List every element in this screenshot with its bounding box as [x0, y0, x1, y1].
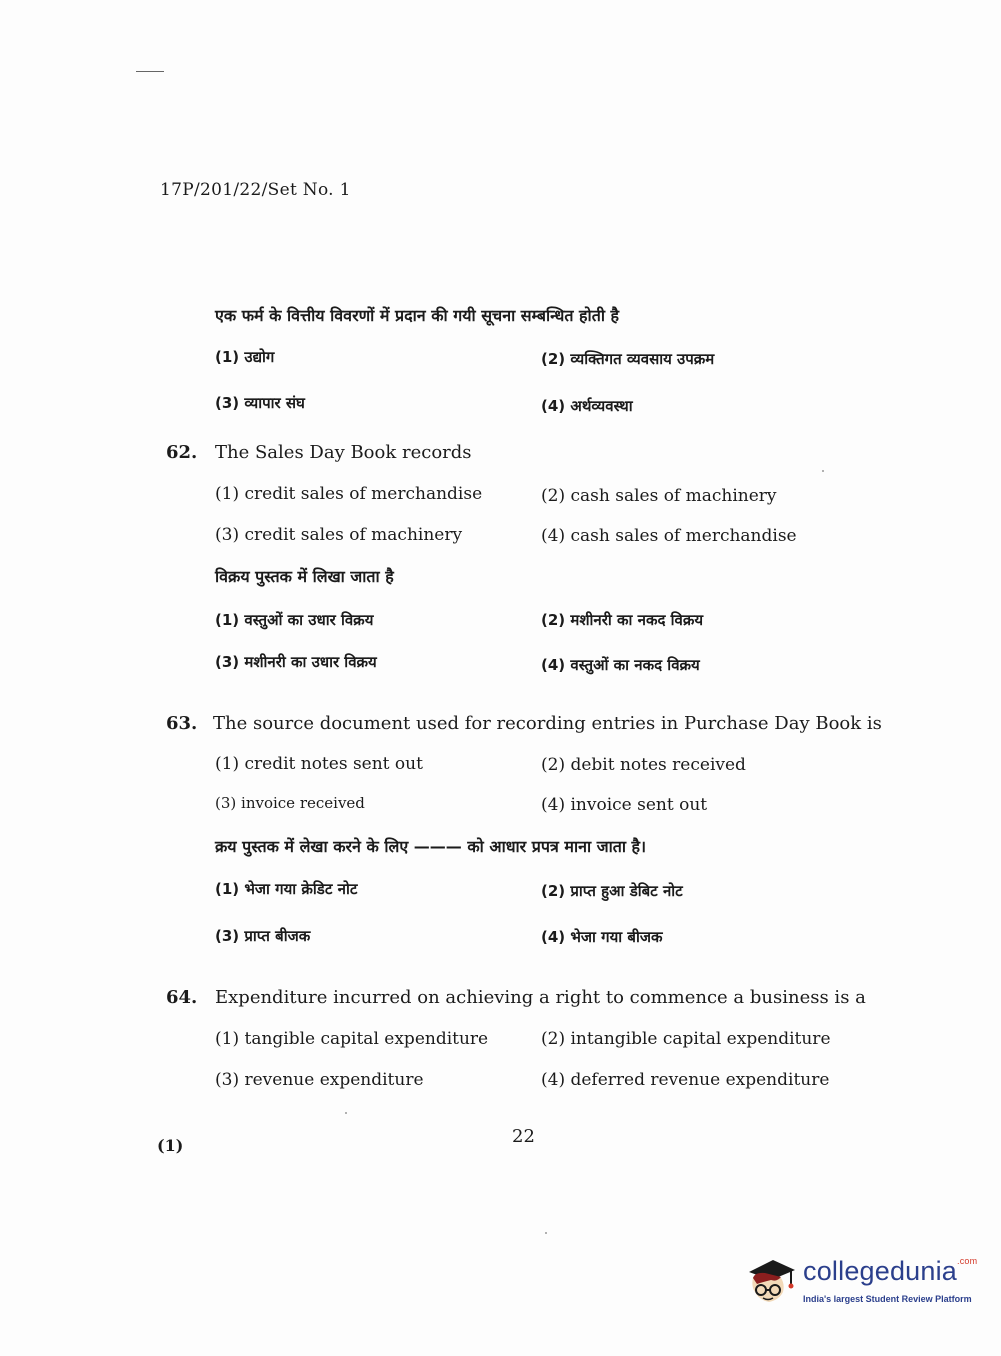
brand-name: collegedunia: [803, 1256, 958, 1286]
collegedunia-watermark: [745, 1250, 978, 1314]
speck: [345, 1112, 347, 1114]
q63-option-2: (2) debit notes received: [541, 755, 746, 775]
q61-option-3: (3) व्यापार संघ: [215, 394, 305, 412]
page-number: 22: [512, 1126, 535, 1147]
q62-hindi-option-3: (3) मशीनरी का उधार विक्रय: [215, 653, 377, 671]
speck: [545, 1232, 547, 1234]
brand-wordmark: [803, 1256, 977, 1287]
q64-option-3: (3) revenue expenditure: [215, 1070, 424, 1090]
q63-hindi-option-2: (2) प्राप्त हुआ डेबिट नोट: [541, 882, 683, 900]
q62-hindi-option-4: (4) वस्तुओं का नकद विक्रय: [541, 656, 700, 674]
q63-hindi-option-1: (1) भेजा गया क्रेडिट नोट: [215, 880, 358, 898]
q63-hindi-option-4: (4) भेजा गया बीजक: [541, 928, 663, 946]
q63-option-4: (4) invoice sent out: [541, 795, 708, 815]
q63-stem: The source document used for recording entries in Purchase Day Book is: [213, 713, 882, 734]
q63-hindi-stem: क्रय पुस्तक में लेखा करने के लिए ——— को आधार प्रपत्र माना जाता है।: [215, 837, 647, 856]
q62-option-4: (4) cash sales of merchandise: [541, 526, 797, 546]
q62-option-3: (3) credit sales of machinery: [215, 525, 463, 545]
q64-option-4: (4) deferred revenue expenditure: [541, 1070, 830, 1090]
q61-option-4: (4) अर्थव्यवस्था: [541, 397, 633, 415]
brand-tld: .com: [957, 1256, 978, 1266]
q61-option-1: (1) उद्योग: [215, 348, 275, 366]
q62-hindi-option-2: (2) मशीनरी का नकद विक्रय: [541, 611, 704, 629]
q61-hindi-stem: एक फर्म के वित्तीय विवरणों में प्रदान की गयी सूचना सम्बन्धित होती है: [215, 306, 620, 325]
top-dash-mark: [136, 71, 164, 72]
q62-number: 62.: [166, 442, 198, 463]
q62-option-2: (2) cash sales of machinery: [541, 486, 777, 506]
q63-option-1: (1) credit notes sent out: [215, 754, 423, 774]
q64-option-1: (1) tangible capital expenditure: [215, 1029, 489, 1049]
q62-option-1: (1) credit sales of merchandise: [215, 484, 483, 504]
speck: [822, 470, 824, 472]
footer-code: (1): [157, 1136, 184, 1155]
q63-number: 63.: [166, 713, 198, 734]
q63-hindi-option-3: (3) प्राप्त बीजक: [215, 927, 311, 945]
q62-hindi-option-1: (1) वस्तुओं का उधार विक्रय: [215, 611, 374, 629]
q61-option-2: (2) व्यक्तिगत व्यवसाय उपक्रम: [541, 350, 715, 368]
paper-code: 17P/201/22/Set No. 1: [160, 180, 351, 200]
q62-hindi-stem: विक्रय पुस्तक में लिखा जाता है: [215, 567, 394, 586]
mascot-logo-icon: [745, 1256, 797, 1308]
q64-number: 64.: [166, 987, 198, 1008]
q63-option-3: (3) invoice received: [215, 794, 365, 812]
q62-stem: The Sales Day Book records: [215, 442, 472, 463]
q64-stem: Expenditure incurred on achieving a right to commence a business is a: [215, 987, 866, 1008]
q64-option-2: (2) intangible capital expenditure: [541, 1029, 831, 1049]
brand-tagline: India's largest Student Review Platform: [803, 1294, 972, 1304]
